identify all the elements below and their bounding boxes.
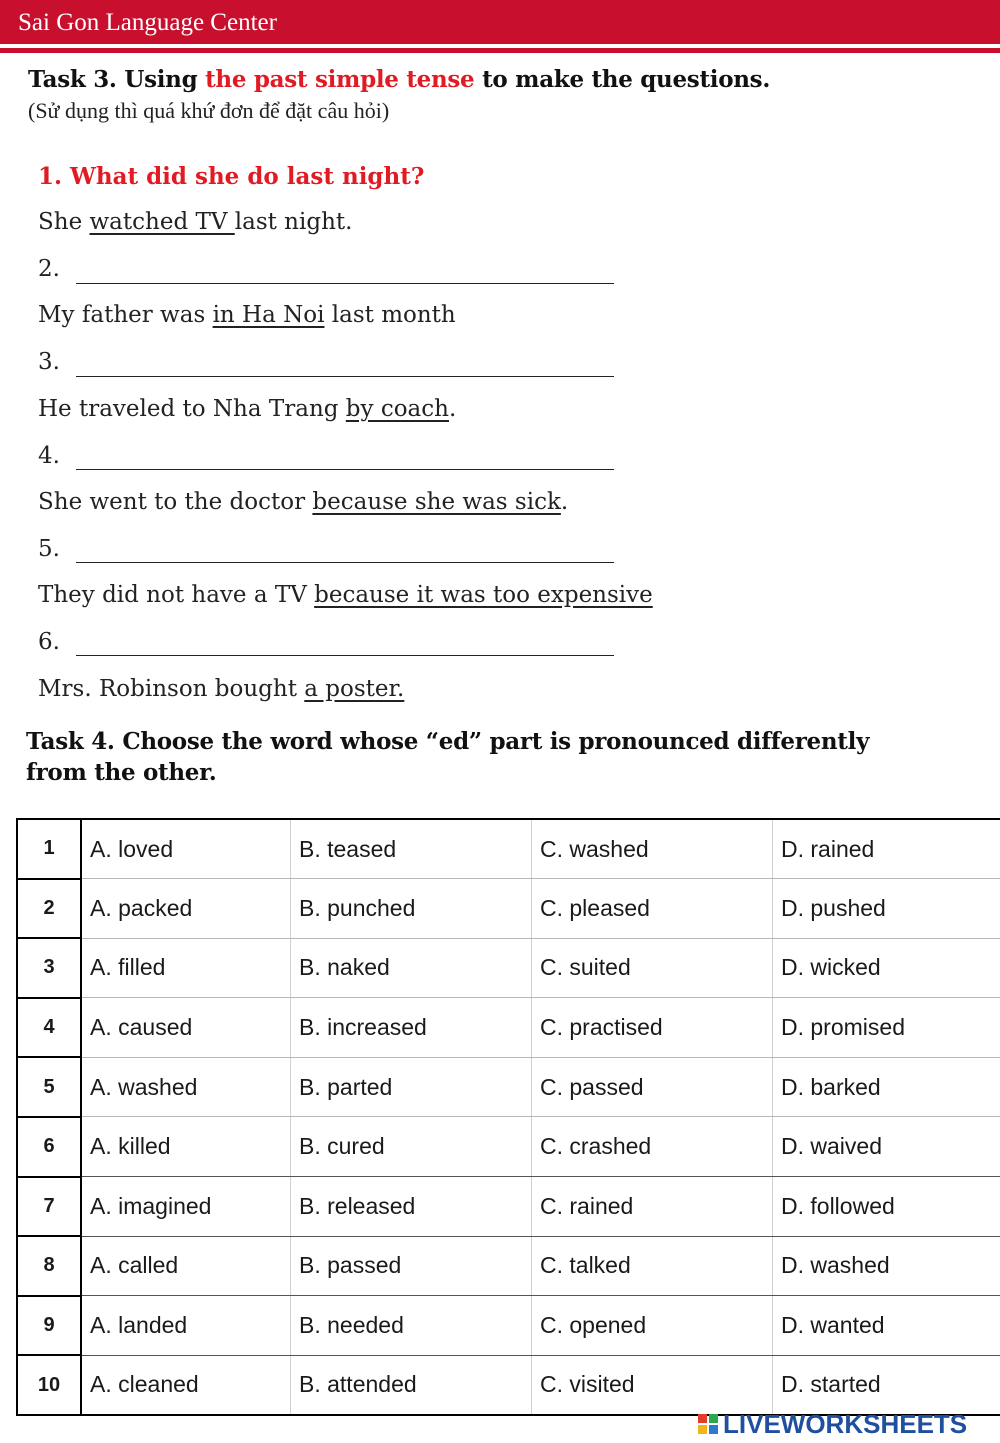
option-d-cell[interactable]: D. wanted bbox=[773, 1296, 1000, 1356]
question-number-cell: 10 bbox=[17, 1355, 81, 1415]
option-a-cell[interactable]: A. filled bbox=[81, 938, 291, 998]
answer-sentence-3 bbox=[38, 396, 456, 422]
option-d-cell[interactable]: D. promised bbox=[773, 998, 1000, 1058]
question-number-cell: 8 bbox=[17, 1236, 81, 1296]
table-row bbox=[17, 1355, 1000, 1415]
task4-title-line1: Task 4. Choose the word whose “ed” part is pronounced differently bbox=[26, 728, 870, 755]
option-c-cell[interactable]: C. passed bbox=[532, 1057, 773, 1117]
option-a-cell[interactable]: A. landed bbox=[81, 1296, 291, 1356]
sentence-text: Mrs. Robinson bought bbox=[38, 676, 305, 702]
answer-sentence-6 bbox=[38, 676, 404, 702]
option-c-cell[interactable]: C. opened bbox=[532, 1296, 773, 1356]
underlined-phrase: in Ha Noi bbox=[212, 302, 325, 328]
table-row bbox=[17, 1177, 1000, 1237]
sentence-text: last month bbox=[324, 302, 456, 328]
sentence-text: . bbox=[560, 489, 569, 515]
table-row bbox=[17, 1296, 1000, 1356]
answer-blank-6[interactable] bbox=[76, 655, 614, 656]
option-b-cell[interactable]: B. punched bbox=[291, 879, 532, 939]
question-number-cell: 7 bbox=[17, 1177, 81, 1237]
table-row bbox=[17, 938, 1000, 998]
liveworksheets-watermark bbox=[697, 1410, 967, 1438]
question-number-cell: 3 bbox=[17, 938, 81, 998]
option-a-cell[interactable]: A. called bbox=[81, 1236, 291, 1296]
question-number-3: 3. bbox=[38, 349, 60, 375]
sentence-text: last night. bbox=[234, 209, 353, 235]
option-d-cell[interactable]: D. barked bbox=[773, 1057, 1000, 1117]
underlined-phrase: because it was too expensive bbox=[314, 582, 653, 608]
table-row bbox=[17, 879, 1000, 939]
pronunciation-table bbox=[16, 818, 1000, 1416]
task3-title-highlight: the past simple tense bbox=[205, 66, 475, 93]
question-number-6: 6. bbox=[38, 629, 60, 655]
option-c-cell[interactable]: C. practised bbox=[532, 998, 773, 1058]
question-number-cell: 6 bbox=[17, 1117, 81, 1177]
answer-sentence-2 bbox=[38, 302, 456, 328]
task4-title-line2: from the other. bbox=[26, 759, 217, 786]
answer-sentence-5 bbox=[38, 582, 653, 608]
option-a-cell[interactable]: A. washed bbox=[81, 1057, 291, 1117]
answer-blank-3[interactable] bbox=[76, 376, 614, 377]
question-number-4: 4. bbox=[38, 443, 60, 469]
option-a-cell[interactable]: A. killed bbox=[81, 1117, 291, 1177]
underlined-phrase: by coach bbox=[345, 396, 449, 422]
option-c-cell[interactable]: C. crashed bbox=[532, 1117, 773, 1177]
question-number-cell: 1 bbox=[17, 819, 81, 879]
option-d-cell[interactable]: D. followed bbox=[773, 1177, 1000, 1237]
answer-blank-4[interactable] bbox=[76, 469, 614, 470]
header-bar bbox=[0, 0, 1000, 44]
task3-title-prefix: Task 3. Using bbox=[28, 66, 206, 93]
question-number-5: 5. bbox=[38, 536, 60, 562]
underlined-phrase: a poster. bbox=[304, 676, 405, 702]
answer-blank-5[interactable] bbox=[76, 562, 614, 563]
option-c-cell[interactable]: C. rained bbox=[532, 1177, 773, 1237]
question-number-cell: 9 bbox=[17, 1296, 81, 1356]
option-b-cell[interactable]: B. cured bbox=[291, 1117, 532, 1177]
option-b-cell[interactable]: B. parted bbox=[291, 1057, 532, 1117]
option-c-cell[interactable]: C. visited bbox=[532, 1355, 773, 1415]
underlined-phrase: because she was sick bbox=[312, 489, 561, 515]
sentence-text: He traveled to Nha Trang bbox=[38, 396, 346, 422]
option-d-cell[interactable]: D. rained bbox=[773, 819, 1000, 879]
task3-subtitle: (Sử dụng thì quá khứ đơn để đặt câu hỏi) bbox=[28, 98, 390, 123]
question-number-cell: 4 bbox=[17, 998, 81, 1058]
option-b-cell[interactable]: B. passed bbox=[291, 1236, 532, 1296]
option-c-cell[interactable]: C. suited bbox=[532, 938, 773, 998]
option-c-cell[interactable]: C. pleased bbox=[532, 879, 773, 939]
sentence-text: My father was bbox=[38, 302, 213, 328]
option-b-cell[interactable]: B. teased bbox=[291, 819, 532, 879]
header-rule bbox=[0, 48, 1000, 53]
answer-blank-2[interactable] bbox=[76, 283, 614, 284]
watermark-text: LIVEWORKSHEETS bbox=[723, 1408, 968, 1439]
option-a-cell[interactable]: A. loved bbox=[81, 819, 291, 879]
option-b-cell[interactable]: B. naked bbox=[291, 938, 532, 998]
option-b-cell[interactable]: B. needed bbox=[291, 1296, 532, 1356]
option-b-cell[interactable]: B. released bbox=[291, 1177, 532, 1237]
sentence-text: . bbox=[448, 396, 457, 422]
option-d-cell[interactable]: D. washed bbox=[773, 1236, 1000, 1296]
question-number-2: 2. bbox=[38, 256, 60, 282]
table-row bbox=[17, 819, 1000, 879]
header-title: Sai Gon Language Center bbox=[18, 9, 277, 36]
answer-sentence-1 bbox=[38, 209, 352, 235]
option-a-cell[interactable]: A. imagined bbox=[81, 1177, 291, 1237]
question-number-cell: 2 bbox=[17, 879, 81, 939]
liveworksheets-logo-icon bbox=[697, 1412, 721, 1436]
option-c-cell[interactable]: C. washed bbox=[532, 819, 773, 879]
option-a-cell[interactable]: A. caused bbox=[81, 998, 291, 1058]
task3-title bbox=[28, 66, 770, 93]
table-row bbox=[17, 998, 1000, 1058]
question-number-cell: 5 bbox=[17, 1057, 81, 1117]
option-d-cell[interactable]: D. wicked bbox=[773, 938, 1000, 998]
answer-sentence-4 bbox=[38, 489, 568, 515]
option-d-cell[interactable]: D. waived bbox=[773, 1117, 1000, 1177]
option-b-cell[interactable]: B. attended bbox=[291, 1355, 532, 1415]
table-row bbox=[17, 1117, 1000, 1177]
sentence-text: She went to the doctor bbox=[38, 489, 313, 515]
option-d-cell[interactable]: D. pushed bbox=[773, 879, 1000, 939]
option-a-cell[interactable]: A. cleaned bbox=[81, 1355, 291, 1415]
option-a-cell[interactable]: A. packed bbox=[81, 879, 291, 939]
option-c-cell[interactable]: C. talked bbox=[532, 1236, 773, 1296]
example-question: 1. What did she do last night? bbox=[38, 163, 425, 190]
option-b-cell[interactable]: B. increased bbox=[291, 998, 532, 1058]
table-row bbox=[17, 1057, 1000, 1117]
sentence-text: She bbox=[38, 209, 90, 235]
option-d-cell[interactable]: D. started bbox=[773, 1355, 1000, 1415]
table-row bbox=[17, 1236, 1000, 1296]
underlined-phrase: watched TV bbox=[89, 209, 235, 235]
task3-title-suffix: to make the questions. bbox=[474, 66, 771, 93]
sentence-text: They did not have a TV bbox=[38, 582, 315, 608]
